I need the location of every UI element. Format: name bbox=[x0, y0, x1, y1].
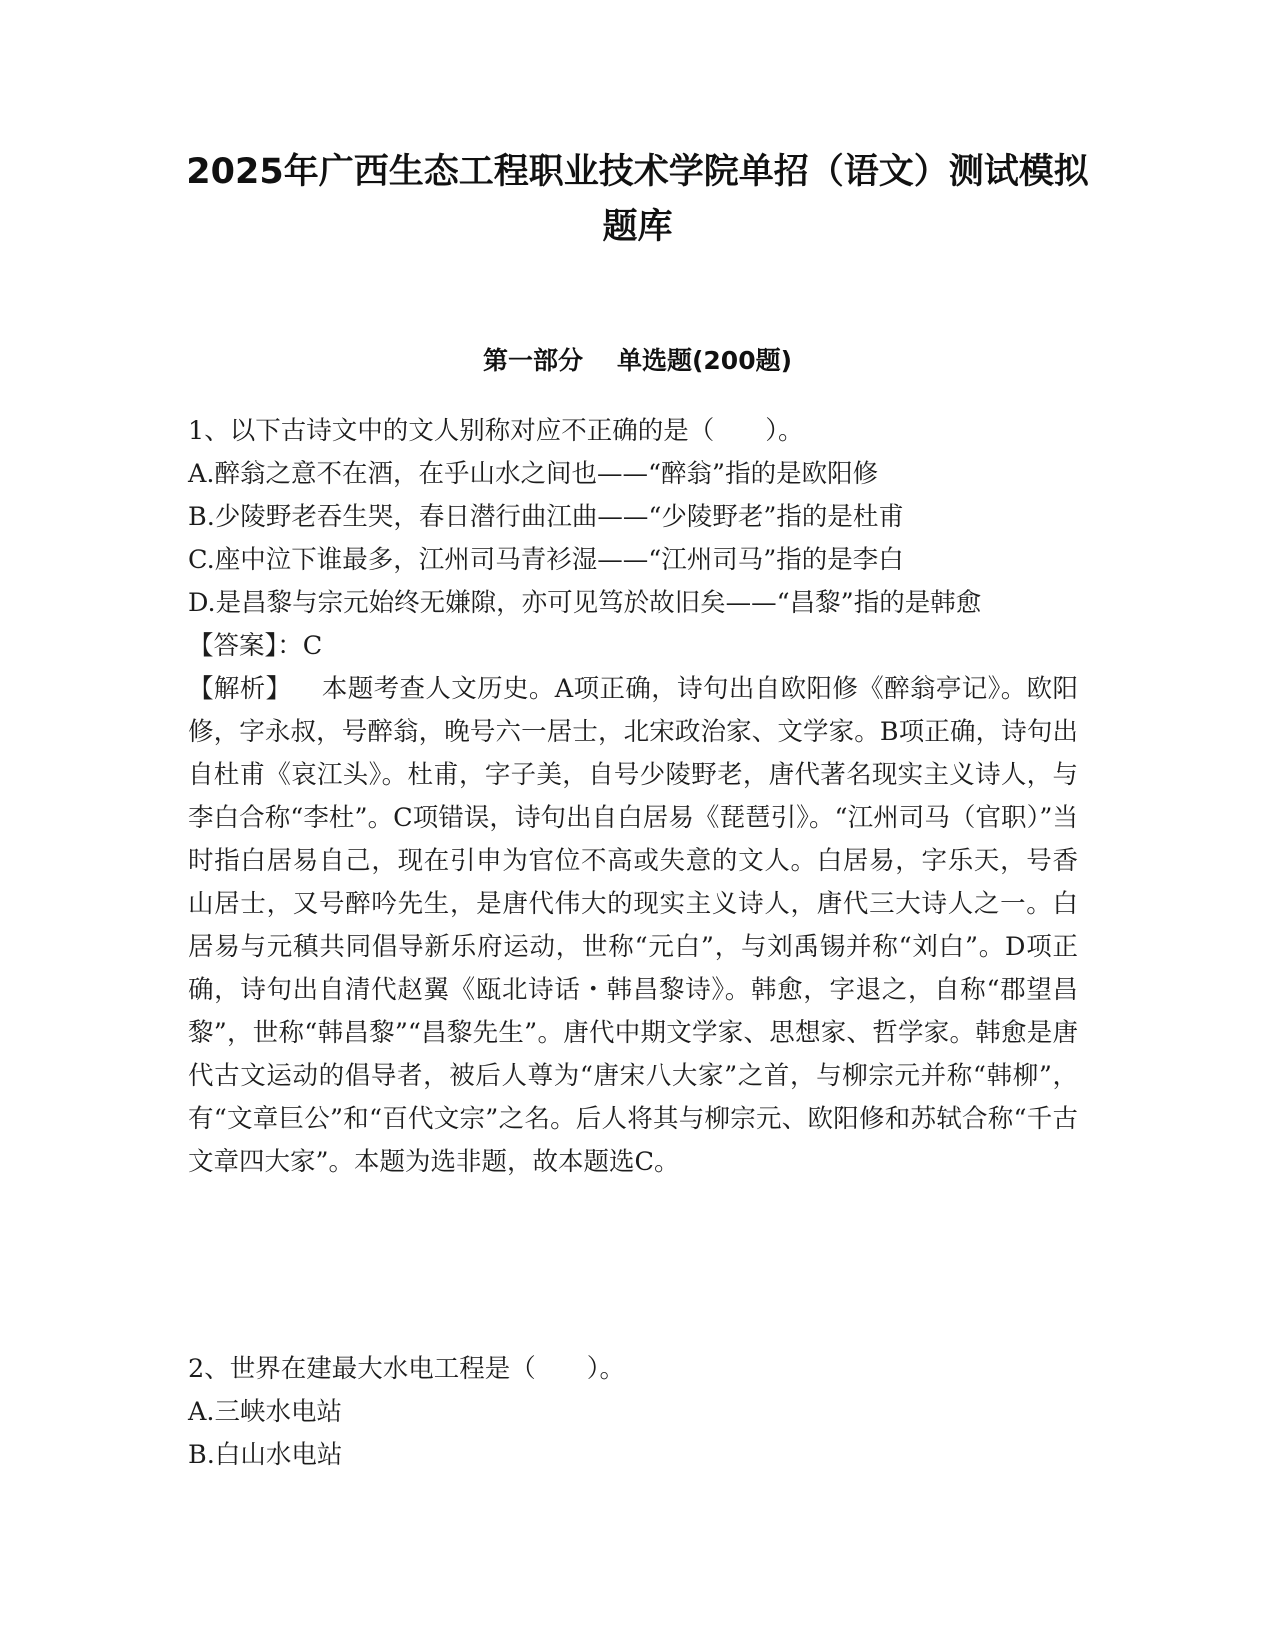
question-1 bbox=[188, 410, 1078, 1184]
option-a: A.三峡水电站 bbox=[188, 1397, 343, 1427]
option-a: A.醉翁之意不在酒，在乎山水之间也——“醉翁”指的是欧阳修 bbox=[188, 459, 879, 489]
section-label: 单选题(200题) bbox=[616, 346, 793, 375]
analysis-label: 【解析】 bbox=[188, 674, 292, 704]
analysis-text: 本题考查人文历史。A项正确，诗句出自欧阳修《醉翁亭记》。欧阳修，字永叔，号醉翁，晚号六一居士，北宋政治家、文学家。B项正确，诗句出自杜甫《哀江头》。杜甫，字子美，自号少陵野老，唐代著名现实主义诗人，与李白合称“李杜”。C项错误，诗句出自白居易《琵琶引》。“江州司马（官职）”当时指白居易自己，现在引申为官位不高或失意的文人。白居易，字乐天，号香山居士，又号醉吟先生，是唐代伟大的现实主义诗人，唐代三大诗人之一。白居易与元稹共同倡导新乐府运动，世称“元白”，与刘禹锡并称“刘白”。D项正确，诗句出自清代赵翼《瓯北诗话・韩昌黎诗》。韩愈，字退之，自称“郡望昌黎”，世称“韩昌黎”“昌黎先生”。唐代中期文学家、思想家、哲学家。韩愈是唐代古文运动的倡导者，被后人尊为“唐宋八大家”之首，与柳宗元并称“韩柳”，有“文章巨公”和“百代文宗”之名。后人将其与柳宗元、欧阳修和苏轼合称“千古文章四大家”。本题为选非题，故本题选C。 bbox=[188, 674, 1078, 1177]
analysis-paragraph bbox=[188, 668, 1078, 1184]
document-title: 2025年广西生态工程职业技术学院单招（语文）测试模拟题库 bbox=[186, 152, 1089, 247]
answer-line bbox=[188, 625, 1078, 668]
option-d: D.是昌黎与宗元始终无嫌隙，亦可见笃於故旧矣——“昌黎”指的是韩愈 bbox=[188, 588, 982, 618]
option-b: B.少陵野老吞生哭，春日潜行曲江曲——“少陵野老”指的是杜甫 bbox=[188, 502, 904, 532]
question-stem: 2、世界在建最大水电工程是（ ）。 bbox=[188, 1354, 625, 1384]
question-2 bbox=[188, 1348, 1078, 1477]
question-stem: 1、以下古诗文中的文人别称对应不正确的是（ ）。 bbox=[188, 416, 804, 446]
answer-label: 【答案】： bbox=[188, 631, 303, 661]
section-part: 第一部分 bbox=[482, 346, 583, 375]
section-heading bbox=[180, 344, 1095, 378]
option-c: C.座中泣下谁最多，江州司马青衫湿——“江州司马”指的是李白 bbox=[188, 545, 904, 575]
option-b: B.白山水电站 bbox=[188, 1440, 343, 1470]
answer-value: C bbox=[302, 631, 323, 661]
